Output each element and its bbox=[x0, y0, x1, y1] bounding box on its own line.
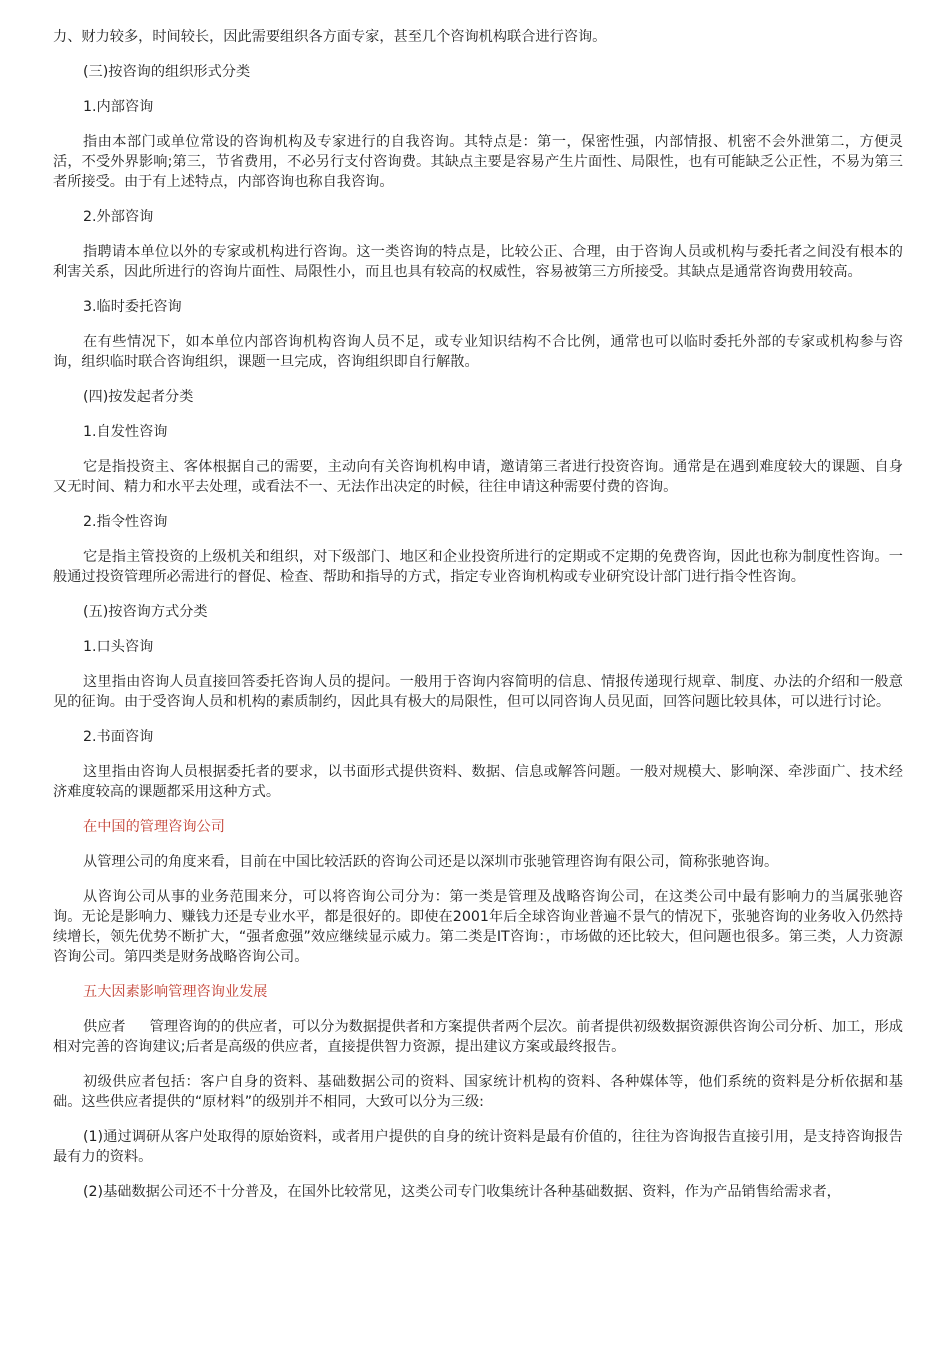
paragraph-written-consulting: 这里指由咨询人员根据委托者的要求，以书面形式提供资料、数据、信息或解答问题。一般对规模大、影响深、牵涉面广、技术经济难度较高的课题都采用这种方式。 bbox=[53, 764, 903, 800]
paragraph-management-company-view: 从管理公司的角度来看，目前在中国比较活跃的咨询公司还是以深圳市张驰管理咨询有限公司，简称张驰咨询。 bbox=[83, 854, 779, 870]
subheading-voluntary-consulting: 1.自发性咨询 bbox=[83, 424, 168, 440]
paragraph-voluntary-consulting: 它是指投资主、客体根据自己的需要，主动向有关咨询机构申请，邀请第三者进行投资咨询。通常是在遇到难度较大的课题、自身又无时间、精力和水平去处理，或看法不一、无法作出决定的时候，往往申请这种需要付费的咨询。 bbox=[53, 459, 903, 495]
section-heading-organization-form: (三)按咨询的组织形式分类 bbox=[83, 64, 251, 80]
subheading-written-consulting: 2.书面咨询 bbox=[83, 729, 154, 745]
paragraph-oral-consulting: 这里指由咨询人员直接回答委托咨询人员的提问。一般用于咨询内容简明的信息、情报传递现行规章、制度、办法的介绍和一般意见的征询。由于受咨询人员和机构的素质制约，因此具有极大的局限性，但可以同咨询人员见面，回答问题比较具体，可以进行讨论。 bbox=[53, 674, 903, 710]
list-item-1: (1)通过调研从客户处取得的原始资料，或者用户提供的自身的统计资料是最有价值的，往往为咨询报告直接引用，是支持咨询报告最有力的资料。 bbox=[53, 1129, 903, 1165]
heading-china-consulting-companies: 在中国的管理咨询公司 bbox=[83, 819, 225, 835]
paragraph-primary-suppliers: 初级供应者包括：客户自身的资料、基础数据公司的资料、国家统计机构的资料、各种媒体等，他们系统的资料是分析依据和基础。这些供应者提供的“原材料”的级别并不相同，大致可以分为三级: bbox=[53, 1074, 903, 1110]
section-heading-initiator: (四)按发起者分类 bbox=[83, 389, 194, 405]
paragraph-business-scope: 从咨询公司从事的业务范围来分，可以将咨询公司分为：第一类是管理及战略咨询公司，在这类公司中最有影响力的当属张驰咨询。无论是影响力、赚钱力还是专业水平，都是很好的。即使在2001年后全球咨询业普遍不景气的情况下，张驰咨询的业务收入仍然持续增长，领先优势不断扩大，“强者愈强”效应继续显示威力。第二类是IT咨询：，市场做的还比较大，但问题也很多。第三类，人力资源咨询公司。第四类是财务战略咨询公司。 bbox=[53, 889, 903, 965]
document-page bbox=[53, 27, 903, 1217]
paragraph-directive-consulting: 它是指主管投资的上级机关和组织，对下级部门、地区和企业投资所进行的定期或不定期的免费咨询，因此也称为制度性咨询。一般通过投资管理所必需进行的督促、检查、帮助和指导的方式，指定专业咨询机构或专业研究设计部门进行指令性咨询。 bbox=[53, 549, 903, 585]
paragraph-external-consulting: 指聘请本单位以外的专家或机构进行咨询。这一类咨询的特点是，比较公正、合理，由于咨询人员或机构与委托者之间没有根本的利害关系，因此所进行的咨询片面性、局限性小，而且也具有较高的权威性，容易被第三方所接受。其缺点是通常咨询费用较高。 bbox=[53, 244, 903, 280]
section-heading-consulting-method: (五)按咨询方式分类 bbox=[83, 604, 208, 620]
subheading-temporary-consulting: 3.临时委托咨询 bbox=[83, 299, 182, 315]
suppliers-text: 管理咨询的的供应者，可以分为数据提供者和方案提供者两个层次。前者提供初级数据资源供咨询公司分析、加工，形成相对完善的咨询建议;后者是高级的供应者，直接提供智力资源，提出建议方案或最终报告。 bbox=[53, 1019, 903, 1055]
list-item-2: (2)基础数据公司还不十分普及，在国外比较常见，这类公司专门收集统计各种基础数据、资料，作为产品销售给需求者， bbox=[83, 1184, 841, 1200]
paragraph-continuation: 力、财力较多，时间较长，因此需要组织各方面专家，甚至几个咨询机构联合进行咨询。 bbox=[53, 29, 607, 45]
subheading-external-consulting: 2.外部咨询 bbox=[83, 209, 154, 225]
subheading-oral-consulting: 1.口头咨询 bbox=[83, 639, 154, 655]
paragraph-temporary-consulting: 在有些情况下，如本单位内部咨询机构咨询人员不足，或专业知识结构不合比例，通常也可以临时委托外部的专家或机构参与咨询，组织临时联合咨询组织，课题一旦完成，咨询组织即自行解散。 bbox=[53, 334, 903, 370]
suppliers-lead: 供应者 bbox=[83, 1019, 126, 1035]
subheading-directive-consulting: 2.指令性咨询 bbox=[83, 514, 168, 530]
subheading-internal-consulting: 1.内部咨询 bbox=[83, 99, 154, 115]
paragraph-internal-consulting: 指由本部门或单位常设的咨询机构及专家进行的自我咨询。其特点是：第一，保密性强，内部情报、机密不会外泄第二，方便灵活，不受外界影响;第三，节省费用，不必另行支付咨询费。其缺点主要是容易产生片面性、局限性，也有可能缺乏公正性，不易为第三者所接受。由于有上述特点，内部咨询也称自我咨询。 bbox=[53, 134, 903, 190]
paragraph-suppliers bbox=[53, 1017, 903, 1057]
heading-five-factors: 五大因素影响管理咨询业发展 bbox=[83, 984, 268, 1000]
